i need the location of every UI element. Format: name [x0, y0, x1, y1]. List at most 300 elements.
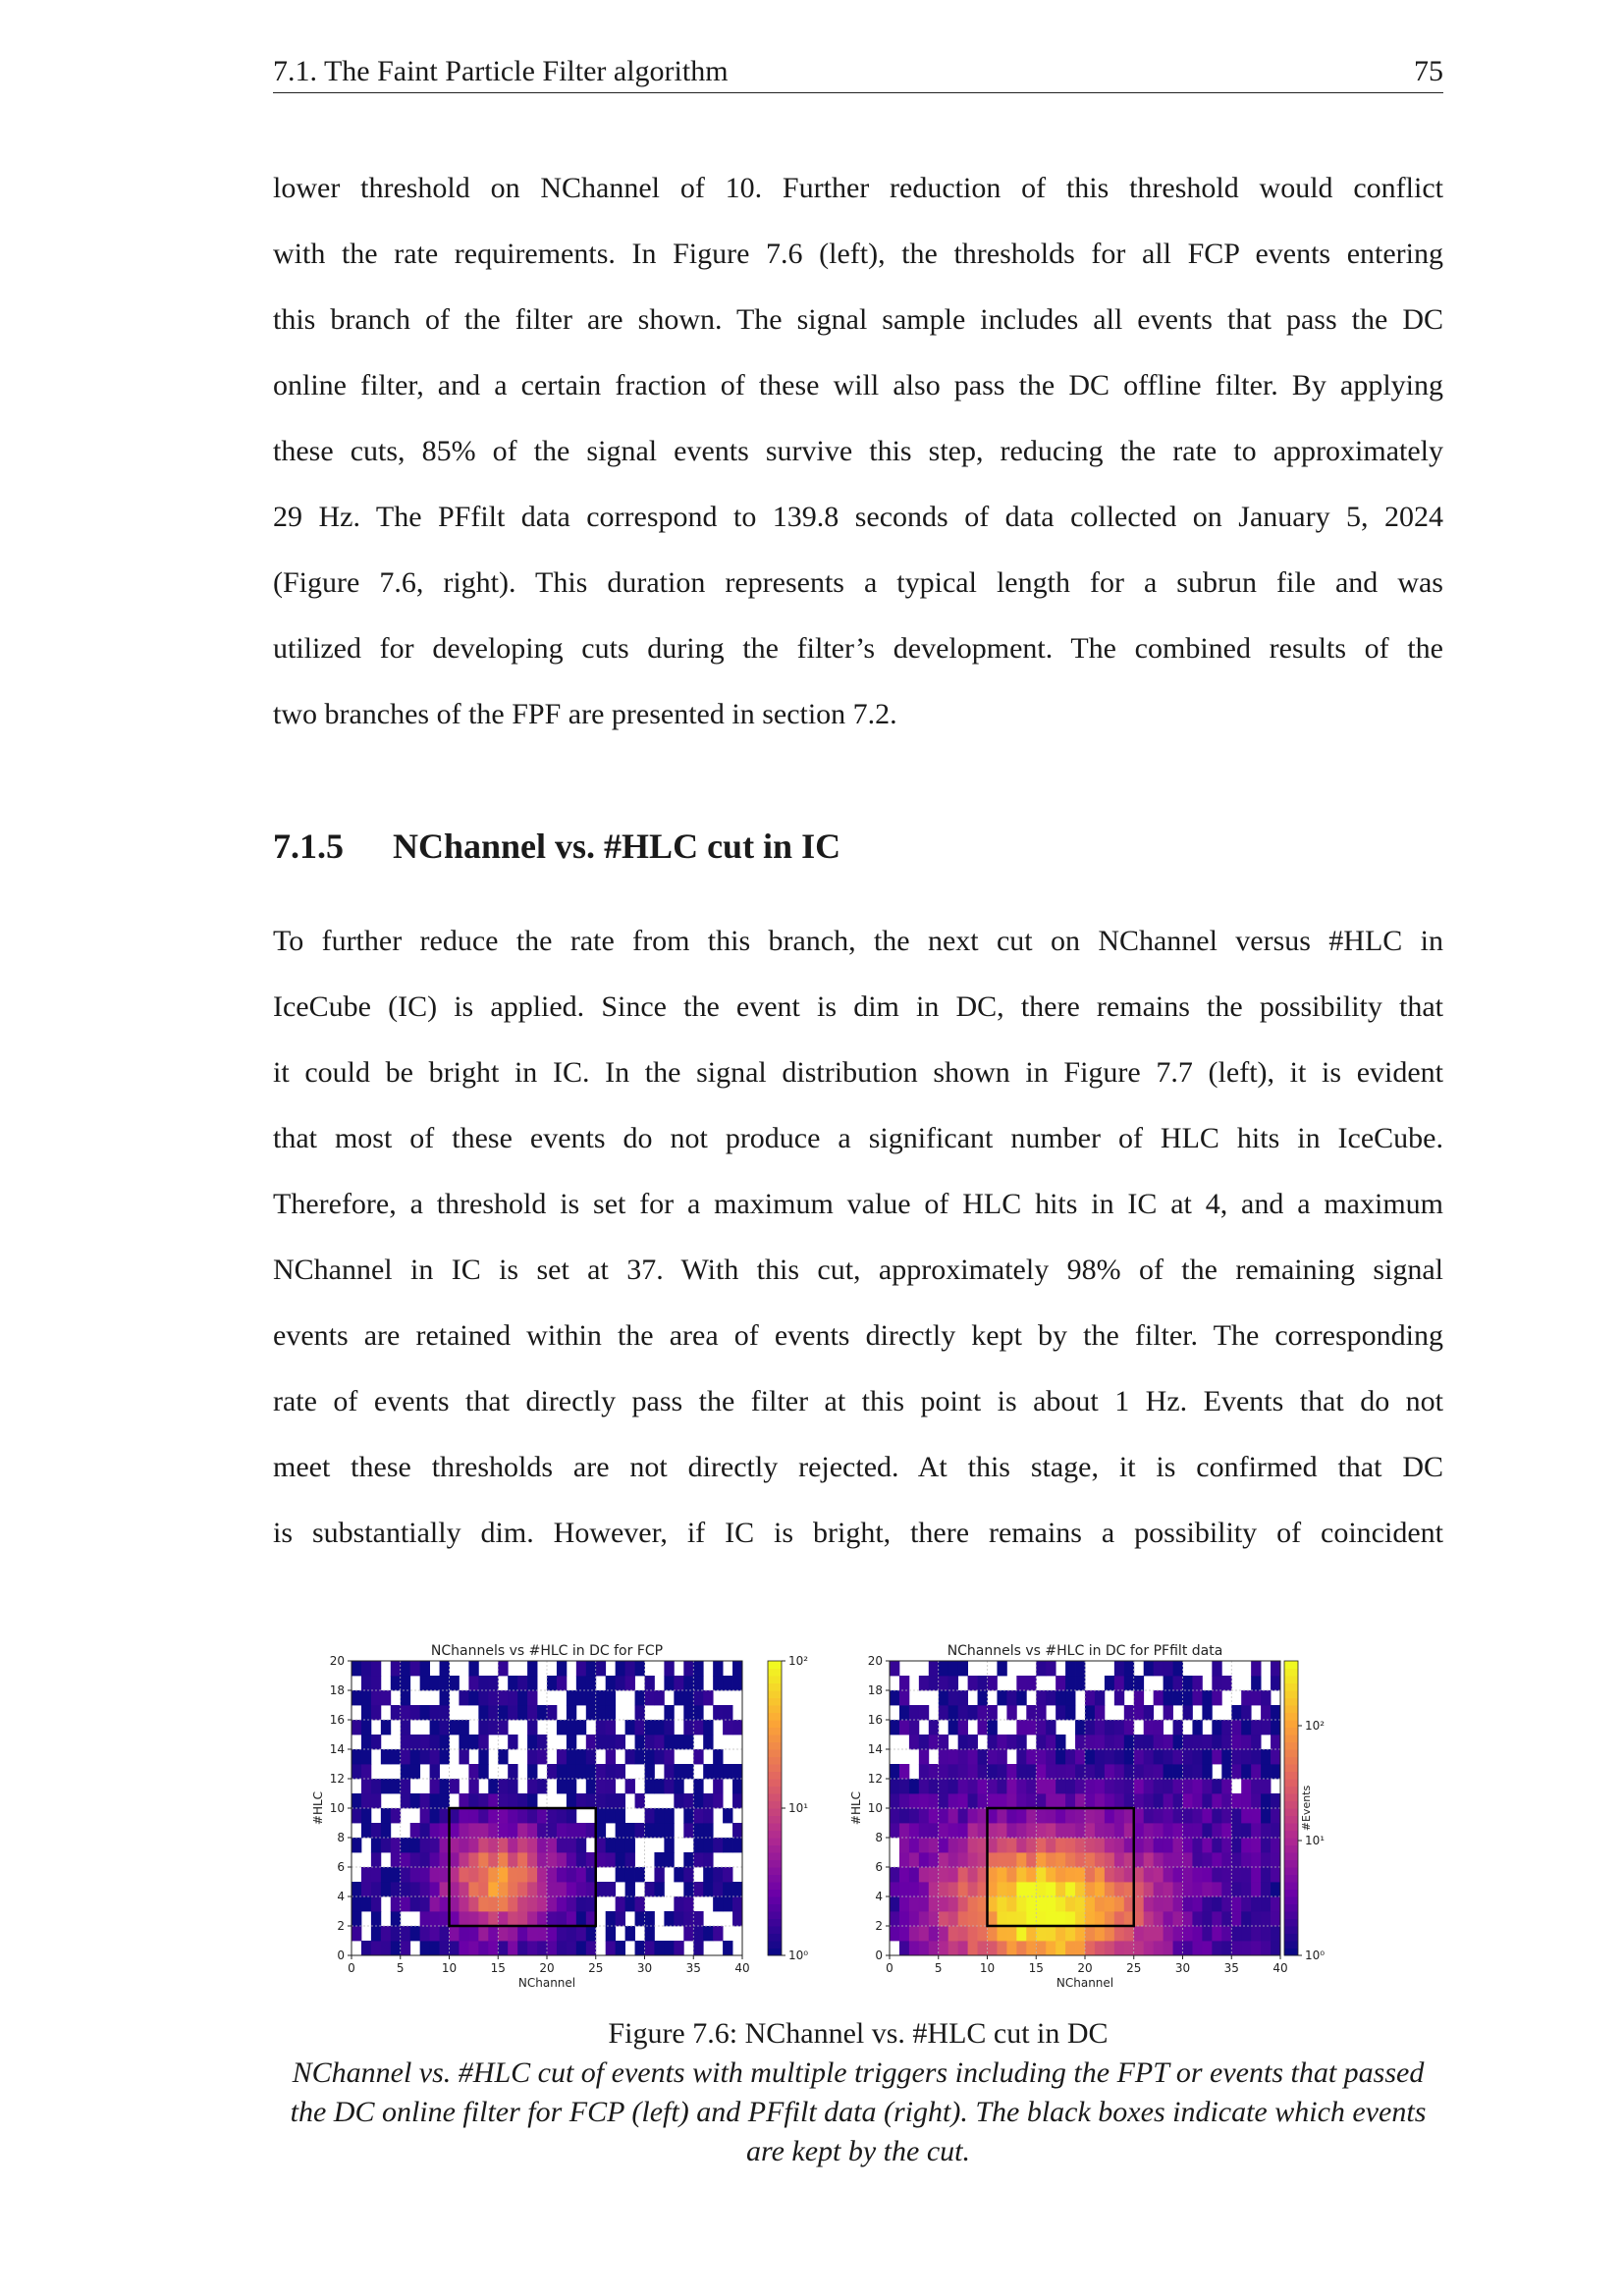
heatmap-cell	[1212, 1720, 1221, 1735]
heatmap-cell	[713, 1779, 723, 1793]
heatmap-cell	[1085, 1941, 1095, 1955]
heatmap-cell	[576, 1661, 586, 1676]
heatmap-cell	[939, 1705, 948, 1720]
heatmap-cell	[527, 1676, 537, 1690]
heatmap-cell	[890, 1882, 899, 1896]
heatmap-cell	[1026, 1823, 1036, 1838]
heatmap-cell	[567, 1764, 576, 1779]
heatmap-cell	[478, 1676, 488, 1690]
heatmap-cell	[420, 1838, 430, 1852]
heatmap-cell	[468, 1882, 478, 1896]
heatmap-cell	[576, 1764, 586, 1779]
heatmap-cell	[1251, 1882, 1261, 1896]
heatmap-cell	[939, 1749, 948, 1764]
heatmap-cell	[1144, 1838, 1154, 1852]
heatmap-cell	[1065, 1852, 1075, 1867]
heatmap-cell	[1164, 1661, 1173, 1676]
heatmap-cell	[567, 1705, 576, 1720]
heatmap-cell	[1164, 1838, 1173, 1852]
heatmap-cell	[381, 1941, 391, 1955]
heatmap-cell	[557, 1808, 567, 1823]
heatmap-cell	[1065, 1705, 1075, 1720]
heatmap-cell	[625, 1720, 635, 1735]
heatmap-cell	[1075, 1896, 1085, 1911]
heatmap-cell	[625, 1749, 635, 1764]
heatmap-cell	[625, 1882, 635, 1896]
heatmap-cell	[978, 1690, 988, 1705]
heatmap-cell	[567, 1911, 576, 1926]
heatmap-cell	[450, 1808, 460, 1823]
heatmap-cell	[352, 1749, 361, 1764]
heatmap-cell	[1251, 1764, 1261, 1779]
heatmap-cell	[371, 1911, 381, 1926]
heatmap-cell	[430, 1896, 440, 1911]
colorbar-segment	[1284, 1919, 1298, 1927]
heatmap-cell	[459, 1808, 468, 1823]
heatmap-cell	[1221, 1764, 1231, 1779]
heatmap-cell	[381, 1808, 391, 1823]
colorbar-segment	[768, 1882, 782, 1890]
heatmap-cell	[410, 1705, 420, 1720]
heatmap-cell	[1065, 1690, 1075, 1705]
heatmap-cell	[1173, 1690, 1183, 1705]
heatmap-cell	[713, 1661, 723, 1676]
heatmap-cell	[948, 1690, 958, 1705]
heatmap-cell	[1202, 1808, 1212, 1823]
heatmap-cell	[1271, 1661, 1280, 1676]
heatmap-cell	[1134, 1808, 1144, 1823]
colorbar-segment	[768, 1698, 782, 1706]
colorbar-segment	[768, 1661, 782, 1669]
y-tick-label: 12	[329, 1772, 345, 1786]
heatmap-cell	[1095, 1735, 1105, 1749]
heatmap-cell	[1095, 1911, 1105, 1926]
heatmap-cell	[1006, 1823, 1016, 1838]
heatmap-cell	[1056, 1749, 1065, 1764]
heatmap-cell	[1251, 1661, 1261, 1676]
heatmap-cell	[1134, 1764, 1144, 1779]
heatmap-cell	[654, 1882, 664, 1896]
heatmap-cell	[371, 1661, 381, 1676]
figure-7-6	[295, 1629, 1326, 2002]
heatmap-cell	[1134, 1690, 1144, 1705]
heatmap-cell	[381, 1720, 391, 1735]
heatmap-cell	[1183, 1941, 1193, 1955]
heatmap-cell	[645, 1749, 655, 1764]
heatmap-cell	[890, 1661, 899, 1676]
heatmap-cell	[1006, 1779, 1016, 1793]
heatmap-cell	[488, 1882, 498, 1896]
heatmap-cell	[468, 1764, 478, 1779]
heatmap-cell	[1251, 1896, 1261, 1911]
heatmap-cell	[1251, 1690, 1261, 1705]
heatmap-cell	[1036, 1852, 1046, 1867]
y-tick-label: 18	[867, 1683, 883, 1697]
heatmap-cell	[567, 1808, 576, 1823]
heatmap-cell	[919, 1867, 929, 1882]
heatmap-cell	[1134, 1882, 1144, 1896]
heatmap-cell	[1036, 1690, 1046, 1705]
text-line: To further reduce the rate from this branch, the next cut on NChannel versus #HLC in	[273, 925, 1443, 957]
heatmap-cell	[1183, 1764, 1193, 1779]
heatmap-cell	[635, 1911, 645, 1926]
heatmap-cell	[616, 1852, 625, 1867]
heatmap-cell	[567, 1735, 576, 1749]
heatmap-cell	[1251, 1720, 1261, 1735]
colorbar-segment	[1284, 1683, 1298, 1691]
heatmap-cell	[527, 1823, 537, 1838]
heatmap-cell	[440, 1661, 450, 1676]
heatmap-cell	[1085, 1793, 1095, 1808]
colorbar-segment	[768, 1831, 782, 1839]
colorbar-segment	[1284, 1860, 1298, 1868]
heatmap-cell	[1173, 1852, 1183, 1867]
heatmap-cell	[468, 1779, 478, 1793]
heatmap-cell	[430, 1793, 440, 1808]
heatmap-cell	[1144, 1793, 1154, 1808]
text-line: this branch of the filter are shown. The signal sample includes all events that pass the DC	[273, 303, 1443, 336]
heatmap-cell	[488, 1896, 498, 1911]
heatmap-cell	[654, 1808, 664, 1823]
heatmap-cell	[420, 1823, 430, 1838]
heatmap-cell	[1105, 1882, 1114, 1896]
heatmap-cell	[693, 1661, 703, 1676]
heatmap-cell	[919, 1911, 929, 1926]
heatmap-cell	[929, 1867, 939, 1882]
heatmap-cell	[547, 1823, 557, 1838]
heatmap-cell	[459, 1838, 468, 1852]
heatmap-cell	[537, 1823, 547, 1838]
heatmap-cell	[683, 1808, 693, 1823]
heatmap-cell	[391, 1705, 401, 1720]
colorbar-segment	[768, 1779, 782, 1787]
heatmap-cell	[1271, 1749, 1280, 1764]
heatmap-cell	[1241, 1764, 1251, 1779]
heatmap-cell	[1134, 1926, 1144, 1941]
heatmap-cell	[683, 1661, 693, 1676]
heatmap-cell	[1212, 1690, 1221, 1705]
heatmap-cell	[420, 1676, 430, 1690]
heatmap-cell	[527, 1867, 537, 1882]
heatmap-cell	[732, 1764, 742, 1779]
heatmap-cell	[958, 1779, 968, 1793]
heatmap-cell	[1065, 1941, 1075, 1955]
heatmap-cell	[371, 1735, 381, 1749]
heatmap-cell	[1016, 1852, 1026, 1867]
colorbar-segment	[768, 1793, 782, 1801]
heatmap-cell	[527, 1911, 537, 1926]
heatmap-cell	[576, 1867, 586, 1882]
heatmap-cell	[948, 1838, 958, 1852]
heatmap-cell	[968, 1779, 978, 1793]
colorbar-segment	[1284, 1875, 1298, 1883]
heatmap-cell	[352, 1690, 361, 1705]
heatmap-cell	[890, 1793, 899, 1808]
heatmap-cell	[1075, 1867, 1085, 1882]
colorbar-segment	[1284, 1764, 1298, 1772]
heatmap-cell	[919, 1735, 929, 1749]
heatmap-cell	[939, 1676, 948, 1690]
heatmap-cell	[1016, 1779, 1026, 1793]
heatmap-cell	[391, 1867, 401, 1882]
heatmap-cell	[988, 1926, 998, 1941]
heatmap-cell	[488, 1705, 498, 1720]
heatmap-cell	[1036, 1808, 1046, 1823]
heatmap-cell	[1144, 1823, 1154, 1838]
heatmap-cell	[391, 1896, 401, 1911]
chart-title: NChannels vs #HLC in DC for PFfilt data	[947, 1643, 1223, 1659]
x-axis-label: NChannel	[517, 1976, 576, 1990]
heatmap-cell	[909, 1852, 919, 1867]
heatmap-cell	[713, 1926, 723, 1941]
heatmap-cell	[606, 1676, 616, 1690]
colorbar-segment	[1284, 1816, 1298, 1824]
heatmap-cell	[450, 1911, 460, 1926]
heatmap-cell	[1221, 1735, 1231, 1749]
heatmap-cell	[1241, 1867, 1251, 1882]
heatmap-cell	[527, 1808, 537, 1823]
heatmap-cell	[664, 1749, 674, 1764]
heatmap-cell	[1271, 1852, 1280, 1867]
heatmap-cell	[478, 1793, 488, 1808]
heatmap-cell	[1212, 1926, 1221, 1941]
heatmap-cell	[478, 1705, 488, 1720]
heatmap-cell	[1261, 1779, 1271, 1793]
heatmap-cell	[890, 1823, 899, 1838]
heatmap-cell	[1173, 1867, 1183, 1882]
heatmap-cell	[1065, 1911, 1075, 1926]
colorbar-segment	[1284, 1705, 1298, 1713]
heatmap-cell	[401, 1896, 410, 1911]
heatmap-cell	[1075, 1661, 1085, 1676]
heatmap-cell	[1016, 1823, 1026, 1838]
heatmap-cell	[371, 1793, 381, 1808]
x-tick-label: 10	[441, 1961, 458, 1975]
heatmap-cell	[420, 1911, 430, 1926]
heatmap-cell	[1056, 1690, 1065, 1705]
heatmap-cell	[567, 1720, 576, 1735]
heatmap-cell	[1231, 1838, 1241, 1852]
heatmap-cell	[1164, 1823, 1173, 1838]
heatmap-cell	[703, 1808, 713, 1823]
heatmap-cell	[1114, 1749, 1124, 1764]
heatmap-cell	[1105, 1735, 1114, 1749]
heatmap-cell	[645, 1779, 655, 1793]
heatmap-cell	[478, 1882, 488, 1896]
colorbar-segment	[768, 1757, 782, 1765]
heatmap-cell	[567, 1690, 576, 1705]
heatmap-cell	[1114, 1911, 1124, 1926]
heatmap-cell	[664, 1720, 674, 1735]
heatmap-cell	[1114, 1823, 1124, 1838]
heatmap-cell	[958, 1705, 968, 1720]
heatmap-cell	[1134, 1823, 1144, 1838]
heatmap-cell	[1231, 1735, 1241, 1749]
heatmap-cell	[919, 1705, 929, 1720]
colorbar-segment	[768, 1949, 782, 1956]
heatmap-cell	[1231, 1852, 1241, 1867]
heatmap-cell	[1192, 1867, 1202, 1882]
heatmap-cell	[988, 1838, 998, 1852]
heatmap-cell	[899, 1838, 909, 1852]
heatmap-cell	[1231, 1941, 1241, 1955]
heatmap-cell	[1134, 1676, 1144, 1690]
heatmap-cell	[1202, 1882, 1212, 1896]
heatmap-cell	[929, 1661, 939, 1676]
heatmap-cell	[468, 1896, 478, 1911]
heatmap-cell	[1046, 1867, 1056, 1882]
heatmap-cell	[1164, 1764, 1173, 1779]
heatmap-cell	[664, 1838, 674, 1852]
heatmap-cell	[890, 1896, 899, 1911]
heatmap-cell	[683, 1867, 693, 1882]
colorbar-segment	[1284, 1793, 1298, 1801]
heatmap-cell	[909, 1896, 919, 1911]
heatmap-cell	[576, 1823, 586, 1838]
x-tick-label: 15	[1028, 1961, 1044, 1975]
heatmap-cell	[723, 1764, 732, 1779]
heatmap-cell	[361, 1867, 371, 1882]
heatmap-cell	[567, 1793, 576, 1808]
heatmap-cell	[645, 1735, 655, 1749]
colorbar-segment	[768, 1676, 782, 1683]
heatmap-cell	[498, 1852, 508, 1867]
heatmap-cell	[978, 1749, 988, 1764]
heatmap-cell	[899, 1690, 909, 1705]
x-tick-label: 25	[588, 1961, 604, 1975]
heatmap-cell	[1065, 1896, 1075, 1911]
heatmap-cell	[1144, 1926, 1154, 1941]
colorbar-segment	[768, 1728, 782, 1735]
heatmap-cell	[1016, 1867, 1026, 1882]
heatmap-cell	[997, 1764, 1006, 1779]
heatmap-cell	[1251, 1823, 1261, 1838]
colorbar-segment	[1284, 1926, 1298, 1934]
colorbar-tick-label: 10²	[1305, 1719, 1326, 1733]
heatmap-cell	[1016, 1749, 1026, 1764]
heatmap-cell	[401, 1793, 410, 1808]
heatmap-cell	[352, 1720, 361, 1735]
heatmap-cell	[1154, 1808, 1164, 1823]
heatmap-cell	[430, 1764, 440, 1779]
text-line: NChannel in IC is set at 37. With this cut, approximately 98% of the remaining signal	[273, 1254, 1443, 1286]
heatmap-cell	[1036, 1823, 1046, 1838]
text-line: that most of these events do not produce a significant number of HLC hits in IceCube.	[273, 1122, 1443, 1154]
colorbar-segment	[768, 1683, 782, 1691]
colorbar-segment	[1284, 1808, 1298, 1816]
x-tick-label: 5	[934, 1961, 943, 1975]
heatmap-cell	[1271, 1705, 1280, 1720]
heatmap-cell	[674, 1735, 683, 1749]
x-tick-label: 5	[396, 1961, 405, 1975]
colorbar-segment	[1284, 1720, 1298, 1728]
heatmap-cell	[576, 1852, 586, 1867]
heatmap-cell	[939, 1882, 948, 1896]
heatmap-cell	[1231, 1926, 1241, 1941]
heatmap-cell	[664, 1764, 674, 1779]
heatmap-cell	[517, 1676, 527, 1690]
colorbar-segment	[768, 1764, 782, 1772]
heatmap-cell	[1271, 1823, 1280, 1838]
heatmap-cell	[586, 1779, 596, 1793]
x-tick-label: 40	[1272, 1961, 1288, 1975]
heatmap-cell	[890, 1808, 899, 1823]
heatmap-cell	[410, 1749, 420, 1764]
heatmap-cell	[1105, 1676, 1114, 1690]
heatmap-cell	[1036, 1735, 1046, 1749]
heatmap-cell	[1085, 1720, 1095, 1735]
y-tick-label: 20	[867, 1654, 883, 1668]
y-tick-label: 14	[867, 1742, 883, 1756]
heatmap-cell	[381, 1749, 391, 1764]
heatmap-cell	[371, 1941, 381, 1955]
heatmap-cell	[919, 1749, 929, 1764]
heatmap-cell	[517, 1867, 527, 1882]
y-tick-label: 16	[867, 1713, 883, 1727]
heatmap-cell	[1105, 1838, 1114, 1852]
y-tick-label: 12	[867, 1772, 883, 1786]
heatmap-cell	[1202, 1867, 1212, 1882]
heatmap-cell	[1241, 1735, 1251, 1749]
heatmap-cell	[498, 1808, 508, 1823]
heatmap-cell	[1105, 1764, 1114, 1779]
heatmap-cell	[1105, 1793, 1114, 1808]
heatmap-cell	[478, 1808, 488, 1823]
heatmap-cell	[997, 1896, 1006, 1911]
heatmap-cell	[683, 1676, 693, 1690]
heatmap-cell	[1261, 1896, 1271, 1911]
heatmap-cell	[654, 1720, 664, 1735]
heatmap-cell	[1036, 1926, 1046, 1941]
colorbar-segment	[1284, 1890, 1298, 1897]
heatmap-cell	[606, 1838, 616, 1852]
heatmap-cell	[948, 1882, 958, 1896]
heatmap-cell	[948, 1676, 958, 1690]
heatmap-cell	[929, 1764, 939, 1779]
heatmap-cell	[674, 1896, 683, 1911]
heatmap-cell	[1212, 1749, 1221, 1764]
heatmap-cell	[1056, 1838, 1065, 1852]
heatmap-cell	[567, 1896, 576, 1911]
heatmap-cell	[606, 1749, 616, 1764]
heatmap-cell	[401, 1838, 410, 1852]
heatmap-cell	[468, 1808, 478, 1823]
heatmap-cell	[899, 1764, 909, 1779]
heatmap-cell	[606, 1808, 616, 1823]
colorbar-segment	[768, 1705, 782, 1713]
heatmap-cell	[693, 1749, 703, 1764]
heatmap-cell	[1075, 1720, 1085, 1735]
heatmap-cell	[567, 1838, 576, 1852]
heatmap-cell	[1124, 1926, 1134, 1941]
heatmap-cell	[1134, 1896, 1144, 1911]
heatmap-cell	[1075, 1735, 1085, 1749]
heatmap-cell	[909, 1867, 919, 1882]
heatmap-cell	[1231, 1867, 1241, 1882]
heatmap-cell	[703, 1735, 713, 1749]
heatmap-cell	[1271, 1720, 1280, 1735]
heatmap-cell	[968, 1823, 978, 1838]
heatmap-cell	[1144, 1661, 1154, 1676]
heatmap-cell	[1212, 1896, 1221, 1911]
heatmap-cell	[713, 1764, 723, 1779]
heatmap-cell	[1212, 1793, 1221, 1808]
heatmap-cell	[1183, 1911, 1193, 1926]
heatmap-cell	[693, 1676, 703, 1690]
heatmap-cell	[517, 1852, 527, 1867]
heatmap-cell	[1261, 1793, 1271, 1808]
heatmap-cell	[498, 1823, 508, 1838]
